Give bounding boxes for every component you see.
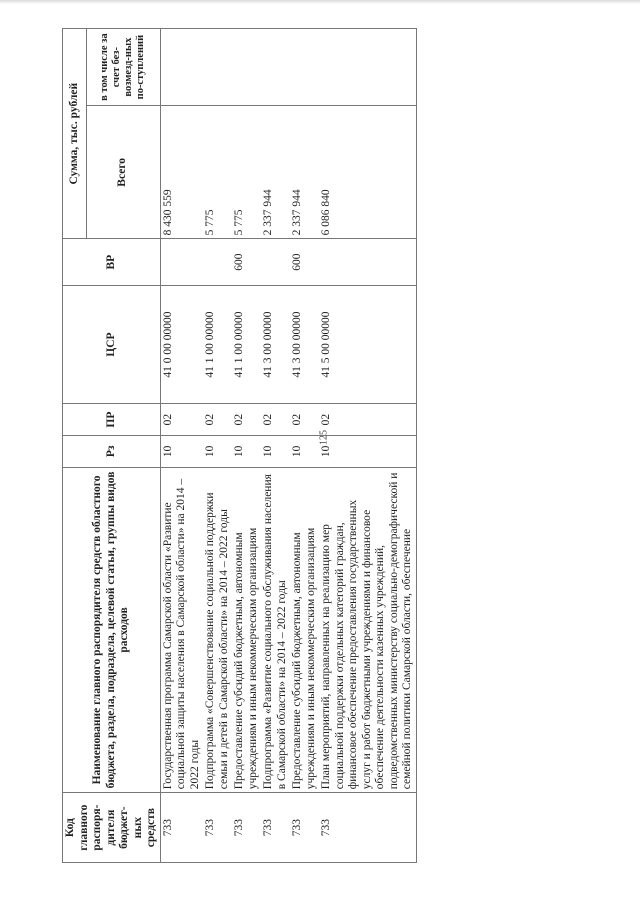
cell-vr xyxy=(160,239,203,286)
table-row xyxy=(160,29,203,863)
budget-table xyxy=(62,28,417,863)
table-row xyxy=(261,29,290,863)
cell-rz: 10 xyxy=(160,435,203,467)
cell-name: План мероприятий, направленных на реализацию мер социальной поддержки отдельных категорий граждан, финансовое обеспечение предоставления государственных услуг и работ бюджетными учреждениями и финансовое обеспечение деятельности казенных учреждений, подведомственных министерству социально-демографической и семейной политики Самарской области, обеспечение xyxy=(319,467,416,793)
cell-incl xyxy=(290,29,319,106)
header-code: Код главного распоря-дителя бюджет-ных средств xyxy=(63,793,161,863)
cell-incl xyxy=(232,29,261,106)
cell-total: 6 086 840 xyxy=(319,106,416,239)
cell-rz: 10 xyxy=(203,435,232,467)
cell-incl xyxy=(319,29,416,106)
header-csr: ЦСР xyxy=(63,285,161,403)
cell-csr: 41 3 00 00000 xyxy=(261,285,290,403)
cell-pr: 02 xyxy=(160,404,203,436)
cell-name: Предоставление субсидий бюджетным, автономным учреждениям и иным некоммерческим организациям xyxy=(290,467,319,793)
header-incl: в том числе за счет без-возмезд-ных по-ступлений xyxy=(86,29,160,106)
header-total: Всего xyxy=(86,106,160,239)
cell-pr: 02 xyxy=(261,404,290,436)
cell-csr: 41 3 00 00000 xyxy=(290,285,319,403)
cell-code: 733 xyxy=(290,793,319,863)
cell-csr: 41 0 00 00000 xyxy=(160,285,203,403)
header-name: Наименование главного распорядителя средств областного бюджета, раздела, подраздела, целевой статьи, группы видов расходов xyxy=(63,467,161,793)
cell-pr: 02 xyxy=(290,404,319,436)
cell-pr: 02 xyxy=(203,404,232,436)
header-sum-group: Сумма, тыс. рублей xyxy=(63,29,87,239)
cell-incl xyxy=(203,29,232,106)
cell-total: 2 337 944 xyxy=(261,106,290,239)
table-header xyxy=(63,29,161,863)
cell-name: Предоставление субсидий бюджетным, автономным учреждениям и иным некоммерческим организациям xyxy=(232,467,261,793)
scan-edge xyxy=(0,0,640,4)
table-row xyxy=(203,29,232,863)
cell-code: 733 xyxy=(261,793,290,863)
cell-csr: 41 5 00 00000 xyxy=(319,285,416,403)
cell-rz: 10 xyxy=(290,435,319,467)
header-rz: Рз xyxy=(63,435,161,467)
cell-incl xyxy=(261,29,290,106)
cell-pr: 02 xyxy=(232,404,261,436)
cell-total: 2 337 944 xyxy=(290,106,319,239)
table-body xyxy=(160,29,416,863)
table-row xyxy=(290,29,319,863)
cell-code: 733 xyxy=(160,793,203,863)
cell-pr: 02 xyxy=(319,404,416,436)
cell-rz: 10 xyxy=(319,435,416,467)
rotated-sheet xyxy=(62,28,568,863)
cell-vr: 600 xyxy=(290,239,319,286)
cell-vr xyxy=(319,239,416,286)
cell-vr xyxy=(261,239,290,286)
cell-code: 733 xyxy=(203,793,232,863)
table-row xyxy=(319,29,416,863)
cell-code: 733 xyxy=(232,793,261,863)
cell-csr: 41 1 00 00000 xyxy=(232,285,261,403)
cell-rz: 10 xyxy=(261,435,290,467)
cell-total: 8 430 559 xyxy=(160,106,203,239)
cell-total: 5 775 xyxy=(232,106,261,239)
page-number: 125 xyxy=(318,430,330,445)
cell-name: Подпрограмма «Развитие социального обслуживания населения в Самарской области» на 2014 – 2022 годы xyxy=(261,467,290,793)
cell-total: 5 775 xyxy=(203,106,232,239)
cell-rz: 10 xyxy=(232,435,261,467)
table-row xyxy=(232,29,261,863)
cell-name: Государственная программа Самарской области «Развитие социальной защиты населения в Самарской области» на 2014 – 2022 годы xyxy=(160,467,203,793)
cell-vr xyxy=(203,239,232,286)
cell-code: 733 xyxy=(319,793,416,863)
cell-incl xyxy=(160,29,203,106)
cell-name: Подпрограмма «Совершенствование социальной поддержки семьи и детей в Самарской области» на 2014 – 2022 годы xyxy=(203,467,232,793)
cell-vr: 600 xyxy=(232,239,261,286)
cell-csr: 41 1 00 00000 xyxy=(203,285,232,403)
header-pr: ПР xyxy=(63,404,161,436)
header-vr: ВР xyxy=(63,239,161,286)
